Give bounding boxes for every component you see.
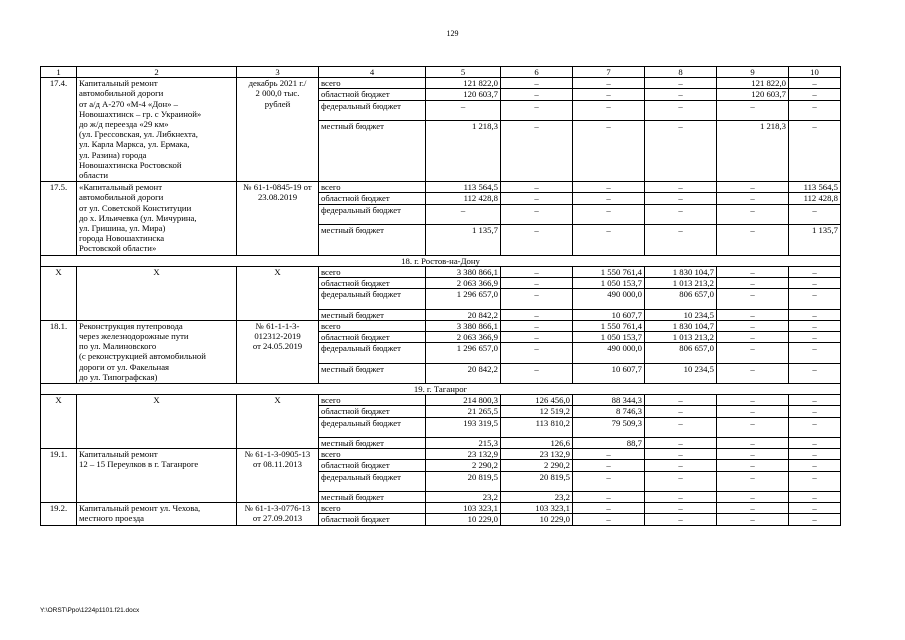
project-document-line: от 24.05.2019 [252,341,303,352]
amount-cell: – [573,503,645,514]
amount-cell: – [717,406,789,417]
funding-source: всего [319,182,426,193]
project-number: 19.2. [41,503,77,525]
funding-source: всего [319,320,426,331]
budget-table [40,66,841,526]
project-document-line: рублей [264,98,291,109]
amount-cell: 113 810,2 [501,417,573,437]
amount-cell: 2 290,2 [501,460,573,471]
amount-cell: – [789,266,841,277]
project-name-line: ул. Гришина, ул. Мира) [79,223,166,233]
amount-cell: – [789,363,841,383]
amount-cell: 193 319,5 [426,417,501,437]
amount-cell: – [789,437,841,448]
project-name-line: дороги от ул. Факельная [79,361,170,372]
table-row [41,320,841,331]
project-document-line: № 61-1-1-3- [255,320,300,331]
amount-cell: 214 800,3 [426,395,501,406]
table-row [41,266,841,277]
amount-cell: – [789,460,841,471]
project-name-line: Х [153,395,160,406]
project-document-line: от 27.09.2013 [252,513,303,524]
project-document-line: Х [274,395,281,406]
project-number: Х [41,395,77,449]
project-document-line: 23.08.2019 [257,192,298,203]
funding-source: местный бюджет [319,491,426,502]
amount-cell: 113 564,5 [789,182,841,193]
amount-cell: – [645,100,717,120]
project-document-line: Х [274,266,281,277]
amount-cell: – [573,204,645,224]
project-name-line: Ростовской области» [79,243,157,254]
funding-source: местный бюджет [319,437,426,448]
amount-cell: 8 746,3 [573,406,645,417]
amount-cell: – [789,343,841,363]
amount-cell: – [501,193,573,204]
project-name-line: до ул. Типографская) [79,371,158,382]
page-number: 129 [446,29,459,38]
amount-cell: 23 132,9 [426,449,501,460]
amount-cell: – [789,277,841,288]
project-document-line: от 08.11.2013 [253,459,302,470]
funding-source: всего [319,395,426,406]
amount-cell: – [645,449,717,460]
amount-cell: 10 229,0 [501,514,573,525]
amount-cell: 79 509,3 [573,417,645,437]
amount-cell: – [717,471,789,491]
amount-cell: – [717,204,789,224]
project-name-line: местного проезда [79,513,145,524]
amount-cell: 126 456,0 [501,395,573,406]
column-header: 1 [41,67,77,78]
amount-cell: – [717,437,789,448]
amount-cell: – [573,78,645,89]
amount-cell: 23,2 [501,491,573,502]
amount-cell: 21 265,5 [426,406,501,417]
amount-cell: 3 380 866,1 [426,320,501,331]
amount-cell: 20 842,2 [426,363,501,383]
project-name-line: Реконструкция путепровода [79,320,183,331]
column-header: 9 [717,67,789,78]
footer-path: Y:\ORST\Ppo\1224p1101.f21.docx [40,607,140,614]
project-name-line: до ж/д переезда «29 км» [79,119,169,130]
amount-cell: 113 564,5 [426,182,501,193]
amount-cell: – [717,395,789,406]
project-document [237,78,319,182]
amount-cell: 806 657,0 [645,343,717,363]
project-name [77,182,237,255]
amount-cell: – [789,320,841,331]
project-name-line: 12 – 15 Переулков в г. Таганроге [79,459,199,470]
project-document-line: 012312-2019 [254,330,301,341]
project-name-line: Х [153,266,160,277]
project-name-line: города Новошахтинска [79,233,165,244]
amount-cell: – [573,100,645,120]
amount-cell: – [573,89,645,100]
project-name-line: по ул. Малиновского [79,341,157,352]
amount-cell: 103 323,1 [426,503,501,514]
funding-source: местный бюджет [319,363,426,383]
amount-cell: – [501,100,573,120]
amount-cell: 490 000,0 [573,343,645,363]
amount-cell: – [789,417,841,437]
amount-cell: – [789,331,841,342]
amount-cell: – [717,289,789,309]
project-document-line: 2 000,0 тыс. [255,88,300,99]
amount-cell: – [789,100,841,120]
funding-source: областной бюджет [319,331,426,342]
amount-cell: – [789,395,841,406]
amount-cell: – [645,437,717,448]
amount-cell: – [573,193,645,204]
project-name-line: Капитальный ремонт ул. Чехова, [79,503,201,514]
amount-cell: – [645,224,717,255]
amount-cell: 88 344,3 [573,395,645,406]
amount-cell: – [789,89,841,100]
amount-cell: 23 132,9 [501,449,573,460]
amount-cell: – [573,182,645,193]
amount-cell: – [573,514,645,525]
amount-cell: – [573,460,645,471]
amount-cell: – [645,89,717,100]
column-header: 4 [319,67,426,78]
table-row [41,78,841,89]
funding-source: областной бюджет [319,460,426,471]
funding-source: местный бюджет [319,121,426,182]
amount-cell: – [501,309,573,320]
amount-cell: – [717,309,789,320]
amount-cell: – [717,182,789,193]
amount-cell: 490 000,0 [573,289,645,309]
amount-cell: 1 050 153,7 [573,277,645,288]
amount-cell: – [501,320,573,331]
funding-source: федеральный бюджет [319,471,426,491]
section-row [41,383,841,394]
amount-cell: 120 603,7 [426,89,501,100]
amount-cell: 1 830 104,7 [645,320,717,331]
amount-cell: – [789,406,841,417]
project-name [77,449,237,503]
amount-cell: – [717,331,789,342]
project-name [77,395,237,449]
amount-cell: 20 819,5 [501,471,573,491]
project-name-line: ул. Карла Маркса, ул. Ермака, [79,139,190,150]
amount-cell: – [789,121,841,182]
funding-source: федеральный бюджет [319,417,426,437]
amount-cell: 10 229,0 [426,514,501,525]
project-name-line: от а/д А-270 «М-4 «Дон» – [79,98,179,109]
funding-source: всего [319,78,426,89]
section-row [41,255,841,266]
amount-cell: – [645,491,717,502]
amount-cell: 1 550 761,4 [573,266,645,277]
amount-cell: 2 063 366,9 [426,331,501,342]
amount-cell: 1 296 657,0 [426,289,501,309]
project-document [237,266,319,320]
project-name-line: автомобильной дороги [79,88,164,99]
amount-cell: 1 050 153,7 [573,331,645,342]
amount-cell: – [501,277,573,288]
amount-cell: – [789,503,841,514]
amount-cell: 1 296 657,0 [426,343,501,363]
project-document [237,395,319,449]
amount-cell: – [645,121,717,182]
amount-cell: – [645,471,717,491]
project-document [237,503,319,525]
amount-cell: – [426,204,501,224]
amount-cell: – [717,320,789,331]
project-name-line: Новошахтинска Ростовской [79,159,182,170]
amount-cell: – [789,449,841,460]
funding-source: всего [319,503,426,514]
amount-cell: – [717,491,789,502]
amount-cell: – [717,193,789,204]
project-name-line: до х. Ильичевка (ул. Мичурина, [79,212,197,223]
amount-cell: – [789,514,841,525]
amount-cell: – [789,204,841,224]
amount-cell: – [501,78,573,89]
amount-cell: 112 428,8 [789,193,841,204]
amount-cell: – [717,503,789,514]
column-header: 7 [573,67,645,78]
amount-cell: – [717,449,789,460]
project-name-line: Новошахтинск – гр. с Украиной» [79,108,202,119]
funding-source: федеральный бюджет [319,343,426,363]
project-document-line: № 61-1-0845-19 от [243,182,312,193]
project-document-line: декабрь 2021 г./ [248,78,307,89]
project-name-line: «Капитальный ремонт [79,182,162,193]
amount-cell: – [573,224,645,255]
funding-source: областной бюджет [319,277,426,288]
amount-cell: 112 428,8 [426,193,501,204]
section-title: 19. г. Таганрог [41,383,841,394]
amount-cell: – [789,491,841,502]
amount-cell: 2 063 366,9 [426,277,501,288]
amount-cell: 10 607,7 [573,309,645,320]
table-body [41,67,841,526]
amount-cell: 1 218,3 [426,121,501,182]
amount-cell: 121 822,0 [426,78,501,89]
funding-source: областной бюджет [319,514,426,525]
amount-cell: 20 842,2 [426,309,501,320]
amount-cell: – [501,363,573,383]
amount-cell: – [645,182,717,193]
amount-cell: 1 550 761,4 [573,320,645,331]
project-name-line: Капитальный ремонт [79,449,158,460]
amount-cell: – [789,289,841,309]
table-row [41,395,841,406]
funding-source: областной бюджет [319,89,426,100]
amount-cell: – [501,343,573,363]
amount-cell: – [645,417,717,437]
amount-cell: – [501,289,573,309]
project-name [77,503,237,525]
amount-cell: 806 657,0 [645,289,717,309]
amount-cell: 1 135,7 [789,224,841,255]
amount-cell: 10 234,5 [645,363,717,383]
funding-source: федеральный бюджет [319,289,426,309]
column-header: 5 [426,67,501,78]
amount-cell: 1 830 104,7 [645,266,717,277]
project-name-line: автомобильной дороги [79,192,164,203]
amount-cell: – [573,121,645,182]
amount-cell: – [501,121,573,182]
amount-cell: – [717,460,789,471]
amount-cell: – [717,277,789,288]
amount-cell: – [717,417,789,437]
header-row [41,67,841,78]
amount-cell: – [789,471,841,491]
funding-source: всего [319,449,426,460]
project-document [237,320,319,383]
amount-cell: – [717,363,789,383]
table-row [41,449,841,460]
amount-cell: 1 135,7 [426,224,501,255]
project-document-line: № 61-1-3-0905-13 [244,449,311,460]
amount-cell: – [573,491,645,502]
amount-cell: – [645,204,717,224]
funding-source: областной бюджет [319,406,426,417]
amount-cell: – [501,89,573,100]
amount-cell: – [717,100,789,120]
amount-cell: 20 819,5 [426,471,501,491]
amount-cell: 215,3 [426,437,501,448]
amount-cell: 12 519,2 [501,406,573,417]
project-name-line: через железнодорожные пути [79,330,189,341]
amount-cell: – [501,266,573,277]
amount-cell: – [573,471,645,491]
amount-cell: 1 013 213,2 [645,277,717,288]
amount-cell: 126,6 [501,437,573,448]
funding-source: федеральный бюджет [319,204,426,224]
section-title: 18. г. Ростов-на-Дону [41,255,841,266]
amount-cell: 1 218,3 [717,121,789,182]
column-header: 2 [77,67,237,78]
amount-cell: – [645,406,717,417]
amount-cell: 1 013 213,2 [645,331,717,342]
amount-cell: – [426,100,501,120]
project-document [237,449,319,503]
amount-cell: – [645,514,717,525]
amount-cell: – [645,395,717,406]
funding-source: всего [319,266,426,277]
project-number: 18.1. [41,320,77,383]
amount-cell: – [501,331,573,342]
amount-cell: – [717,224,789,255]
amount-cell: 23,2 [426,491,501,502]
amount-cell: 10 607,7 [573,363,645,383]
amount-cell: – [501,182,573,193]
column-header: 8 [645,67,717,78]
amount-cell: – [501,224,573,255]
amount-cell: – [717,514,789,525]
project-document [237,182,319,255]
project-number: 17.5. [41,182,77,255]
project-name-line: от ул. Советской Конституции [79,202,192,213]
funding-source: федеральный бюджет [319,100,426,120]
project-name-line: ул. Разина) города [79,149,147,160]
amount-cell: 10 234,5 [645,309,717,320]
project-name-line: (ул. Грессовская, ул. Либкнехта, [79,129,198,140]
amount-cell: – [717,266,789,277]
project-name-line: области [79,170,109,181]
amount-cell: 88,7 [573,437,645,448]
amount-cell: – [645,78,717,89]
funding-source: областной бюджет [319,193,426,204]
project-number: Х [41,266,77,320]
project-name [77,78,237,182]
project-number: 17.4. [41,78,77,182]
column-header: 3 [237,67,319,78]
column-header: 6 [501,67,573,78]
table-row [41,503,841,514]
project-number: 19.1. [41,449,77,503]
amount-cell: – [501,204,573,224]
amount-cell: – [645,503,717,514]
project-name [77,320,237,383]
amount-cell: 3 380 866,1 [426,266,501,277]
amount-cell: 103 323,1 [501,503,573,514]
amount-cell: – [717,343,789,363]
project-name-line: Капитальный ремонт [79,78,158,89]
project-name [77,266,237,320]
funding-source: местный бюджет [319,309,426,320]
amount-cell: 121 822,0 [717,78,789,89]
amount-cell: – [645,460,717,471]
column-header: 10 [789,67,841,78]
amount-cell: – [789,309,841,320]
amount-cell: – [573,449,645,460]
amount-cell: 120 603,7 [717,89,789,100]
amount-cell: – [789,78,841,89]
project-document-line: № 61-1-3-0776-13 [244,503,311,514]
amount-cell: 2 290,2 [426,460,501,471]
table-row [41,182,841,193]
amount-cell: – [645,193,717,204]
project-name-line: (с реконструкцией автомобильной [79,351,206,362]
funding-source: местный бюджет [319,224,426,255]
